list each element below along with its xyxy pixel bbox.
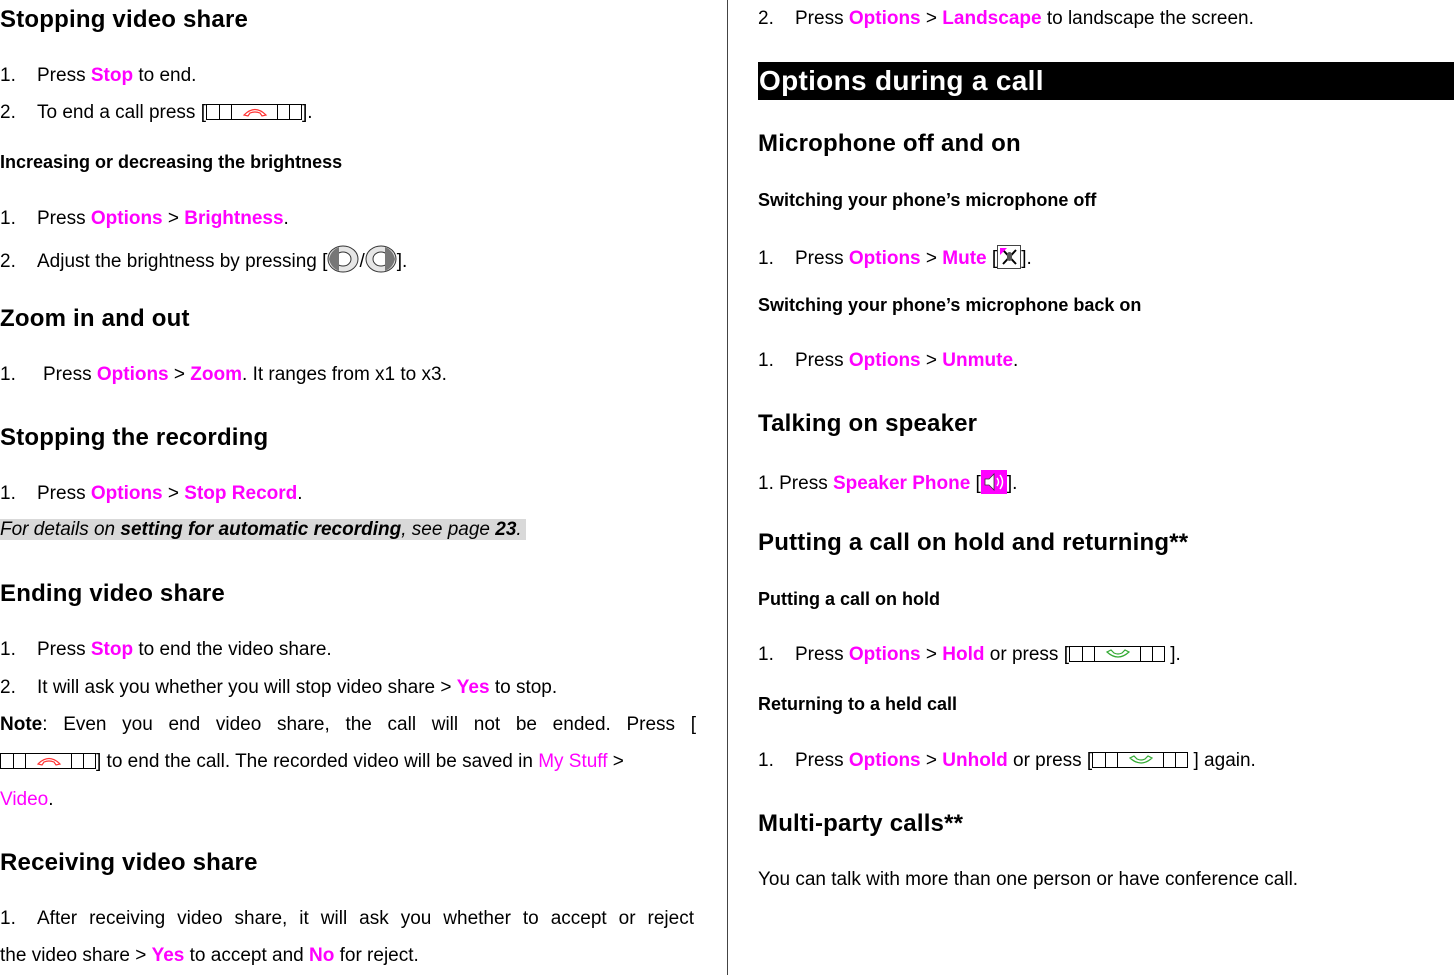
path-my-stuff: My Stuff bbox=[538, 751, 608, 772]
heading-multi-party: Multi-party calls** bbox=[758, 810, 964, 837]
heading-receiving-video-share: Receiving video share bbox=[0, 849, 258, 876]
multi-party-text: You can talk with more than one person or have conference call. bbox=[758, 869, 1299, 890]
step-mute: 1. Press Options > Mute [ ]. bbox=[758, 245, 1032, 269]
heading-return-held-call: Returning to a held call bbox=[758, 694, 958, 714]
step-hold: 1. Press Options > Hold or press [ ]. bbox=[758, 644, 1181, 665]
note-line-1: Note: Even you end video share, the call will not be ended. Press [ bbox=[0, 714, 696, 735]
heading-mic-off: Switching your phone’s microphone off bbox=[758, 190, 1097, 210]
note-line-2: ] to end the call. The recorded video will be saved in My Stuff > bbox=[0, 752, 624, 771]
heading-stopping-video-share: Stopping video share bbox=[0, 6, 249, 33]
heading-ending-video-share: Ending video share bbox=[0, 580, 225, 607]
nav-left-key-icon bbox=[327, 245, 359, 273]
heading-hold: Putting a call on hold and returning** bbox=[758, 529, 1189, 556]
note-recording-reference: For details on setting for automatic recording, see page 23. bbox=[0, 518, 526, 542]
step-landscape: 2. Press Options > Landscape to landscape the screen. bbox=[758, 8, 1254, 29]
end-call-key-icon bbox=[0, 753, 96, 769]
path-video: Video bbox=[0, 789, 49, 810]
step-stop-video-share: 1. Press Stop to end the video share. bbox=[0, 639, 332, 660]
right-column bbox=[728, 0, 1454, 975]
step-unhold: 1. Press Options > Unhold or press [ ] again. bbox=[758, 750, 1256, 771]
heading-brightness: Increasing or decreasing the brightness bbox=[0, 152, 343, 172]
end-call-key-icon bbox=[206, 104, 302, 120]
step-speaker-phone: 1. Press Speaker Phone [ ]. bbox=[758, 470, 1017, 494]
heading-zoom: Zoom in and out bbox=[0, 305, 190, 332]
step-end-call: 2. To end a call press [ ]. bbox=[0, 102, 313, 123]
send-call-key-icon bbox=[1069, 646, 1165, 662]
section-banner-options-during-call: Options during a call bbox=[758, 62, 1454, 100]
send-call-key-icon bbox=[1092, 752, 1188, 768]
heading-mic-on: Switching your phone’s microphone back on bbox=[758, 295, 1142, 315]
step-confirm-stop: 2. It will ask you whether you will stop video share > Yes to stop. bbox=[0, 677, 558, 698]
step-unmute: 1. Press Options > Unmute. bbox=[758, 350, 1019, 371]
heading-microphone: Microphone off and on bbox=[758, 130, 1021, 157]
keyword-stop: Stop bbox=[90, 65, 134, 86]
nav-right-key-icon bbox=[365, 245, 397, 273]
step-receive-line-2: the video share > Yes to accept and No for reject. bbox=[0, 945, 419, 966]
step-adjust-brightness: 2. Adjust the brightness by pressing [ / ]. bbox=[0, 245, 407, 273]
note-line-3: Video. bbox=[0, 789, 54, 810]
heading-stopping-recording: Stopping the recording bbox=[0, 424, 269, 451]
step-options-brightness: 1. Press Options > Brightness. bbox=[0, 208, 289, 229]
step-zoom: 1. Press Options > Zoom. It ranges from x1 to x3. bbox=[0, 364, 447, 385]
speaker-icon bbox=[981, 470, 1007, 494]
step-receive-line-1: 1. After receiving video share, it will ask you whether to accept or reject bbox=[0, 908, 694, 929]
mute-icon bbox=[997, 245, 1021, 269]
step-stop-record: 1. Press Options > Stop Record. bbox=[0, 483, 303, 504]
step-stop-end: 1. Press Stop to end. bbox=[0, 65, 197, 86]
heading-hold-sub: Putting a call on hold bbox=[758, 589, 940, 609]
heading-speaker: Talking on speaker bbox=[758, 410, 978, 437]
